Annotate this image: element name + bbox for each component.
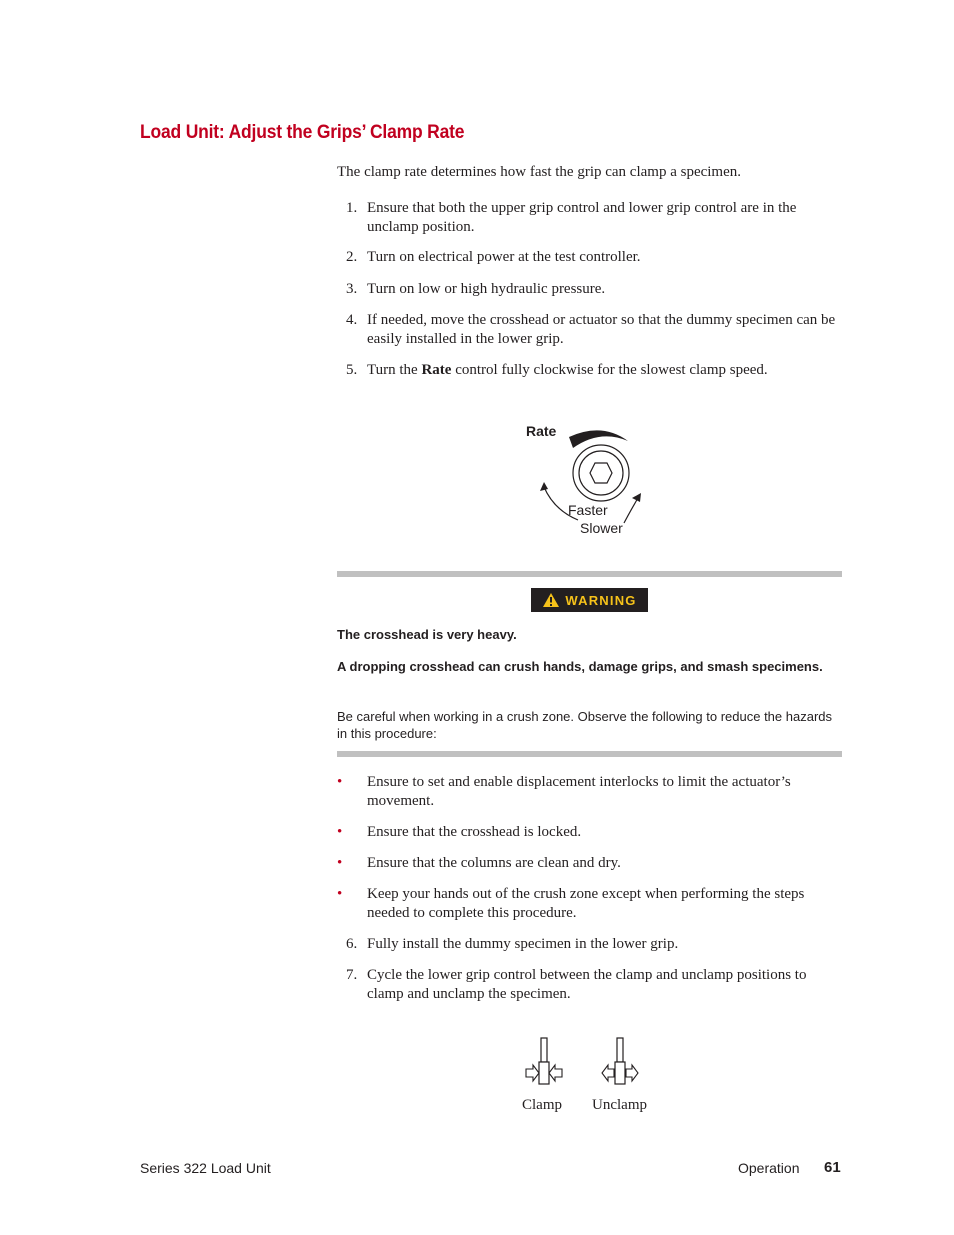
page-title: Load Unit: Adjust the Grips’ Clamp Rate — [140, 122, 465, 143]
rate-label: Rate — [526, 423, 557, 439]
warning-label: WARNING — [565, 592, 637, 608]
warning-heading: The crosshead is very heavy. — [337, 627, 517, 642]
bullet-marker: • — [337, 774, 343, 790]
warning-top-rule — [337, 571, 842, 577]
step-item — [337, 248, 842, 267]
step-number: 2. — [346, 249, 358, 265]
step-number: 4. — [346, 312, 358, 328]
step-number: 1. — [346, 200, 358, 216]
step-text: Fully install the dummy specimen in the lower grip. — [367, 936, 679, 952]
warning-avoidance: Be careful when working in a crush zone. Observe the following to reduce the hazards in this procedure: — [337, 709, 832, 741]
step-item — [337, 199, 842, 237]
bullet-text: Ensure that the crosshead is locked. — [367, 824, 582, 840]
rate-control-name: Rate — [421, 362, 452, 378]
intro-paragraph: The clamp rate determines how fast the grip can clamp a specimen. — [337, 164, 742, 180]
footer-document-title: Series 322 Load Unit — [140, 1160, 271, 1176]
step-text: If needed, move the crosshead or actuator so that the dummy specimen can be easily installed in the lower grip. — [367, 312, 836, 347]
step-number: 3. — [346, 281, 358, 297]
step-item — [337, 361, 842, 380]
list-item — [337, 854, 842, 873]
step-text: Ensure that both the upper grip control and lower grip control are in the unclamp position. — [367, 200, 797, 235]
list-item — [337, 823, 842, 842]
clamp-icon — [524, 1034, 564, 1088]
step-text-post: control fully clockwise for the slowest clamp speed. — [451, 362, 768, 378]
bullet-text: Ensure to set and enable displacement interlocks to limit the actuator’s movement. — [367, 774, 791, 809]
step-item — [337, 280, 842, 299]
step-number: 5. — [346, 362, 358, 378]
warning-triangle-icon — [542, 592, 560, 608]
step-text — [367, 361, 842, 380]
footer-section: Operation — [738, 1160, 800, 1176]
step-item — [337, 935, 842, 954]
step-item — [337, 311, 842, 349]
step-item — [337, 966, 842, 1004]
bullet-marker: • — [337, 824, 343, 840]
page-number: 61 — [824, 1159, 841, 1176]
rate-knob-figure — [520, 420, 660, 545]
clamp-label: Clamp — [522, 1097, 562, 1113]
step-text: Turn on low or high hydraulic pressure. — [367, 281, 606, 297]
bullet-text: Keep your hands out of the crush zone except when performing the steps needed to complete this procedure. — [367, 886, 805, 921]
faster-label: Faster — [568, 502, 608, 518]
list-item — [337, 773, 842, 811]
warning-bottom-rule — [337, 751, 842, 757]
step-text: Cycle the lower grip control between the clamp and unclamp positions to clamp and unclamp the specimen. — [367, 967, 807, 1002]
warning-badge — [531, 588, 648, 612]
warning-consequence: A dropping crosshead can crush hands, damage grips, and smash specimens. — [337, 659, 823, 674]
bullet-marker: • — [337, 855, 343, 871]
list-item — [337, 885, 842, 923]
bullet-text: Ensure that the columns are clean and dry. — [367, 855, 621, 871]
step-text-pre: Turn the — [367, 362, 422, 378]
unclamp-icon — [600, 1034, 640, 1088]
bullet-marker: • — [337, 886, 343, 902]
unclamp-label: Unclamp — [592, 1097, 647, 1113]
grip-positions-figure — [520, 1034, 660, 1124]
slower-label: Slower — [580, 520, 623, 536]
step-number: 7. — [346, 967, 358, 983]
step-number: 6. — [346, 936, 358, 952]
step-text: Turn on electrical power at the test controller. — [367, 249, 641, 265]
